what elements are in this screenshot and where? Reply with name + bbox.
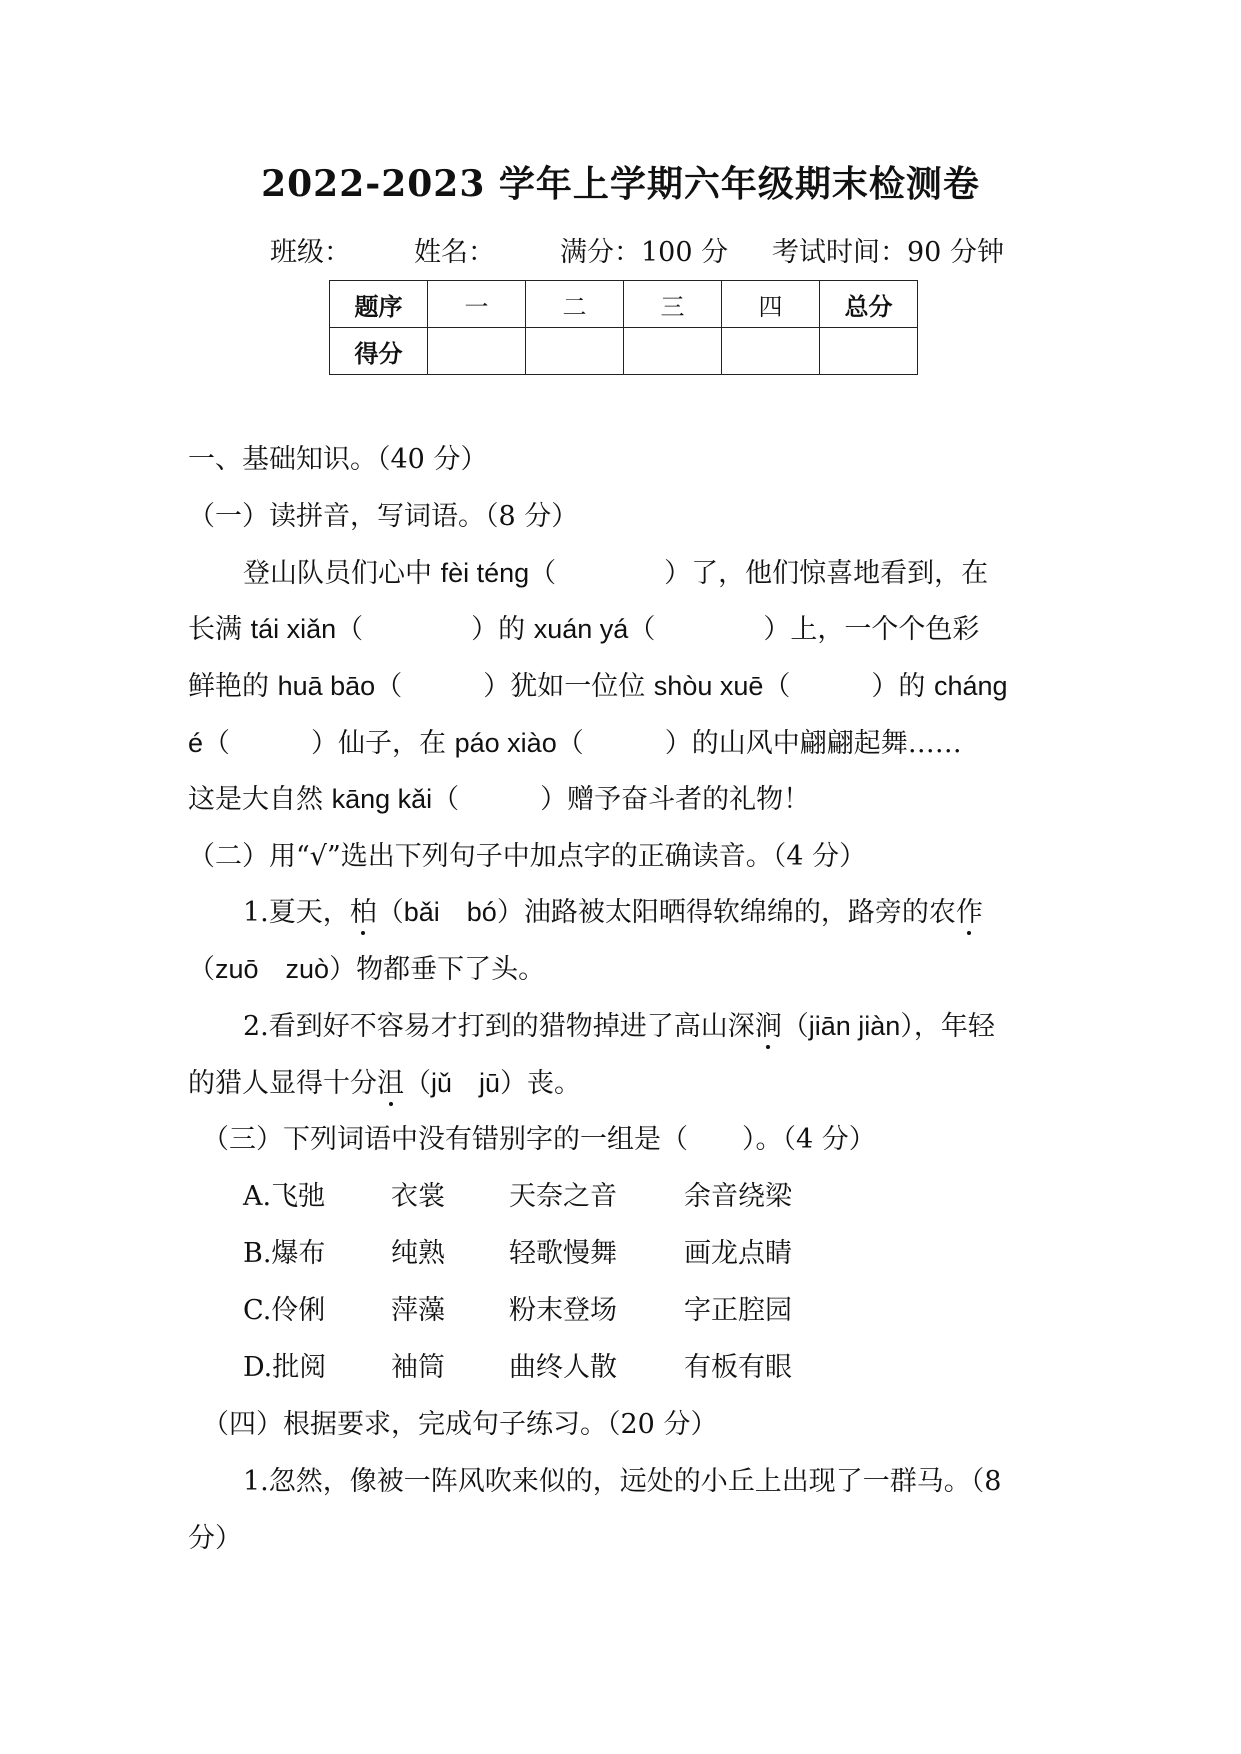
pinyin: shòu xuē: [653, 671, 764, 701]
pinyin: páo xiào: [454, 728, 557, 758]
score-table: [329, 280, 918, 375]
text: 登山队员们心中: [243, 558, 441, 589]
option-label: C.伶俐: [243, 1295, 326, 1326]
part4-title: （四）根据要求，完成句子练习。（20 分）: [202, 1409, 718, 1440]
pinyin: bǎi bó: [403, 897, 497, 927]
option-word: 曲终人散: [509, 1352, 617, 1383]
dotted-char: 沮: [377, 1068, 404, 1099]
part1-line: [243, 551, 988, 590]
part2-title: （二）用“√”选出下列句子中加点字的正确读音。（4 分）: [188, 841, 867, 872]
text: 的猎人显得十分: [188, 1068, 377, 1099]
text: 1.夏天，: [243, 897, 350, 928]
text: （ ）的: [336, 614, 534, 645]
part1-line: [188, 777, 810, 816]
option-word: 袖筒: [391, 1352, 445, 1383]
option-word: 画龙点睛: [684, 1238, 792, 1269]
score-table-header: 三: [624, 281, 722, 328]
score-table-score-row: [330, 328, 918, 375]
text: ）油路被太阳晒得软绵绵的，路旁的农: [496, 897, 956, 928]
text: （ ）了，他们惊喜地看到，在: [529, 558, 989, 589]
text: （ ）的山风中翩翩起舞……: [556, 728, 962, 759]
part1-line: [188, 607, 979, 646]
full-score-label: 满分：100 分: [560, 237, 729, 268]
option-label: A.飞弛: [243, 1181, 326, 1212]
part1-line: [188, 664, 1008, 703]
score-cell: [428, 328, 526, 375]
text: （: [188, 954, 215, 985]
text: 这是大自然: [188, 784, 332, 815]
part3-title: （三）下列词语中没有错别字的一组是（ ）。（4 分）: [202, 1124, 876, 1155]
score-table-header: 二: [526, 281, 624, 328]
text: 2.看到好不容易才打到的猎物掉进了高山深: [243, 1011, 755, 1042]
pinyin: fèi téng: [440, 558, 530, 588]
exam-title: 2022-2023 学年上学期六年级期末检测卷: [261, 163, 980, 205]
option-word: 纯熟: [391, 1238, 445, 1269]
option-label: D.批阅: [243, 1352, 327, 1383]
pinyin: zuō zuò: [215, 954, 330, 984]
text: （ ）仙子，在: [203, 728, 455, 759]
score-cell: [820, 328, 918, 375]
option-word: 字正腔园: [684, 1295, 792, 1326]
option-word: 有板有眼: [684, 1352, 792, 1383]
text: （: [376, 897, 404, 928]
option-label: B.爆布: [243, 1238, 326, 1269]
part4-question: 1.忽然，像被一阵风吹来似的，远处的小丘上出现了一群马。（8: [243, 1466, 1002, 1497]
score-table-header: 四: [722, 281, 820, 328]
text: （: [781, 1011, 809, 1042]
section-title: 一、基础知识。（40 分）: [188, 444, 488, 475]
part2-question: [188, 1061, 581, 1100]
text: （ ）上，一个个色彩: [628, 614, 980, 645]
pinyin: jǔ jū: [431, 1068, 501, 1098]
option-word: 余音绕梁: [684, 1181, 792, 1212]
score-table-header-row: [330, 281, 918, 328]
name-label: 姓名：: [414, 237, 495, 268]
text: 长满: [188, 614, 251, 645]
score-cell: [722, 328, 820, 375]
option-word: 天奈之音: [509, 1181, 617, 1212]
dotted-char: 作: [955, 897, 983, 928]
part2-question: [243, 1004, 995, 1043]
score-table-header: 题序: [330, 281, 428, 328]
option-word: 粉末登场: [509, 1295, 617, 1326]
part4-question: 分）: [188, 1523, 242, 1554]
text: （ ）犹如一位位: [375, 671, 654, 702]
option-word: 衣裳: [391, 1181, 445, 1212]
pinyin: huā bāo: [277, 671, 376, 701]
text: 鲜艳的: [188, 671, 278, 702]
exam-time-label: 考试时间：90 分钟: [772, 237, 1004, 268]
option-word: 萍藻: [391, 1295, 445, 1326]
pinyin: tái xiǎn: [250, 614, 337, 644]
option-word: 轻歌慢舞: [509, 1238, 617, 1269]
part2-question: [188, 947, 545, 986]
pinyin: jiān jiàn: [808, 1011, 901, 1041]
pinyin: kāng kǎi: [331, 784, 433, 814]
score-cell: [624, 328, 722, 375]
class-label: 班级：: [270, 237, 351, 268]
score-table-header: 一: [428, 281, 526, 328]
pinyin: xuán yá: [533, 614, 629, 644]
score-cell: [526, 328, 624, 375]
text: ）丧。: [500, 1068, 582, 1099]
score-row-label: 得分: [330, 328, 428, 375]
text: （: [404, 1068, 431, 1099]
pinyin: é: [188, 728, 204, 758]
text: （ ）的: [763, 671, 934, 702]
text: （ ）赠予奋斗者的礼物！: [432, 784, 811, 815]
part1-title: （一）读拼音，写词语。（8 分）: [188, 501, 579, 532]
pinyin: cháng: [933, 671, 1008, 701]
part1-line: [188, 721, 962, 760]
dotted-char: 柏: [349, 897, 377, 928]
part2-question: [243, 890, 983, 929]
score-table-header: 总分: [820, 281, 918, 328]
dotted-char: 涧: [754, 1011, 782, 1042]
text: ），年轻: [900, 1011, 995, 1042]
text: ）物都垂下了头。: [329, 954, 546, 985]
